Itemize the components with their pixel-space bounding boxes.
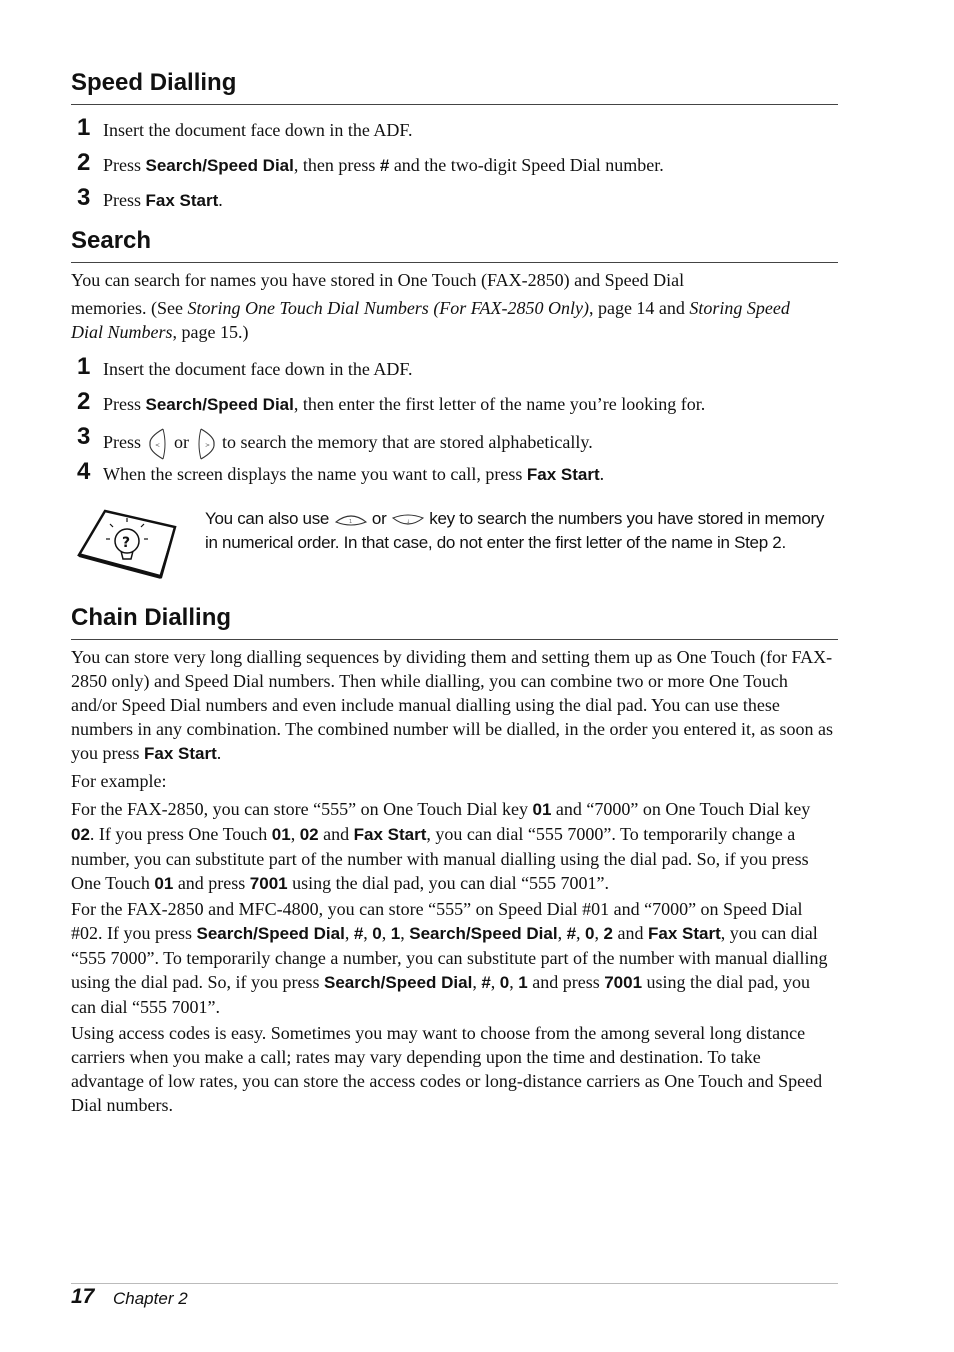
chain-dialling-heading: Chain Dialling [71,604,232,631]
svg-text:?: ? [122,535,131,551]
speed-step-1 [71,116,838,144]
svg-text:<: < [154,442,160,449]
chain-paragraph-2: For example: [71,771,167,791]
note-text: You can also use 1 or ↓ key to search the numbers you have stored in memory in numerical order. In that case, do not enter the first letter of the name in Step 2. [205,509,825,552]
scroll-down-key-icon [391,510,425,530]
scroll-left-key-icon [146,427,170,461]
page-number: 17 [71,1285,95,1308]
chain-paragraph-5: Using access codes is easy. Sometimes you may want to choose from the among several long distance carriers when you make a call; rates may vary depending upon the time and destination. To take advantage of low rates, you can store the access codes or long-distance carriers as One Touch and Speed Dial numbers. [71,1023,823,1115]
search-step-3 [71,425,838,453]
step-text: Press Search/Speed Dial, then enter the first letter of the name you’re looking for. [103,394,706,414]
step-text: Press < or > to search the memory that are stored alphabetically. [103,427,593,461]
section-rule [71,639,838,640]
speed-step-3 [71,186,838,214]
step-text: When the screen displays the name you want to call, press Fax Start. [103,464,605,484]
note-lightbulb-icon [75,505,177,579]
key-label: Fax Start [145,191,219,210]
search-step-4 [71,460,838,488]
svg-text:1: 1 [348,518,352,525]
step-number: 3 [77,184,91,211]
search-heading: Search [71,227,152,254]
step-text: Press Fax Start. [103,190,223,210]
step-number: 4 [77,458,91,485]
chapter-label: Chapter 2 [113,1289,188,1308]
svg-text:>: > [204,442,210,449]
step-number: 1 [77,114,91,141]
step-text: Insert the document face down in the ADF. [103,359,413,379]
chain-paragraph-4: For the FAX-2850 and MFC-4800, you can store “555” on Speed Dial #01 and “7000” on Speed Dial #02. If you press Search/Speed Dial, #, 0, 1, Search/Speed Dial, #, 0, 2 and Fax Start, you can dial “555 7000”. To temporarily change a number, you can substitute part of the number with manual dialling using the dial pad. So, if you press Search/Speed Dial, #, 0, 1 and press 7001 using the dial pad, you can dial “555 7001”. [71,899,828,1017]
search-intro: You can search for names you have stored in One Touch (FAX-2850) and Speed Dial memories. (See Storing One Touch Dial Numbers (For FAX-2850 Only), page 14 and Storing Speed Dial Numbers, page 15.) [71,270,790,342]
section-rule [71,262,838,263]
key-label: Fax Start [526,465,600,484]
scroll-right-key-icon [194,427,218,461]
footer-rule [71,1283,838,1284]
key-label: # [379,156,390,175]
key-label: Search/Speed Dial [145,156,294,175]
chain-paragraph-1: You can store very long dialling sequences by dividing them and setting them up as One Touch (for FAX-2850 only) and Speed Dial numbers. Then while dialling, you can combine two or more One Touch and/or Speed Dial numbers and even include manual dialling using the dial pad. You can use these numbers in any combination. The combined number will be dialled, in the order you entered it, as soon as you press Fax Start. [71,647,833,763]
step-number: 1 [77,353,91,380]
section-rule [71,104,838,105]
key-label: Fax Start [144,744,217,763]
step-number: 2 [77,388,91,415]
step-text: Press Search/Speed Dial, then press # and the two-digit Speed Dial number. [103,155,664,175]
speed-step-2 [71,151,838,179]
svg-text:↓: ↓ [405,518,410,525]
key-label: Search/Speed Dial [145,395,294,414]
search-step-2 [71,390,838,418]
scroll-up-key-icon [334,510,368,530]
chain-paragraph-3: For the FAX-2850, you can store “555” on One Touch Dial key 01 and “7000” on One Touch Dial key 02. If you press One Touch 01, 02 and Fax Start, you can dial “555 7000”. To temporarily change a number, you can substitute part of the number with manual dialling using the dial pad. So, if you press One Touch 01 and press 7001 using the dial pad, you can dial “555 7001”. [71,799,811,893]
step-number: 2 [77,149,91,176]
step-text: Insert the document face down in the ADF. [103,120,413,140]
speed-dialling-heading: Speed Dialling [71,69,237,96]
search-step-1 [71,355,838,383]
step-number: 3 [77,423,91,450]
